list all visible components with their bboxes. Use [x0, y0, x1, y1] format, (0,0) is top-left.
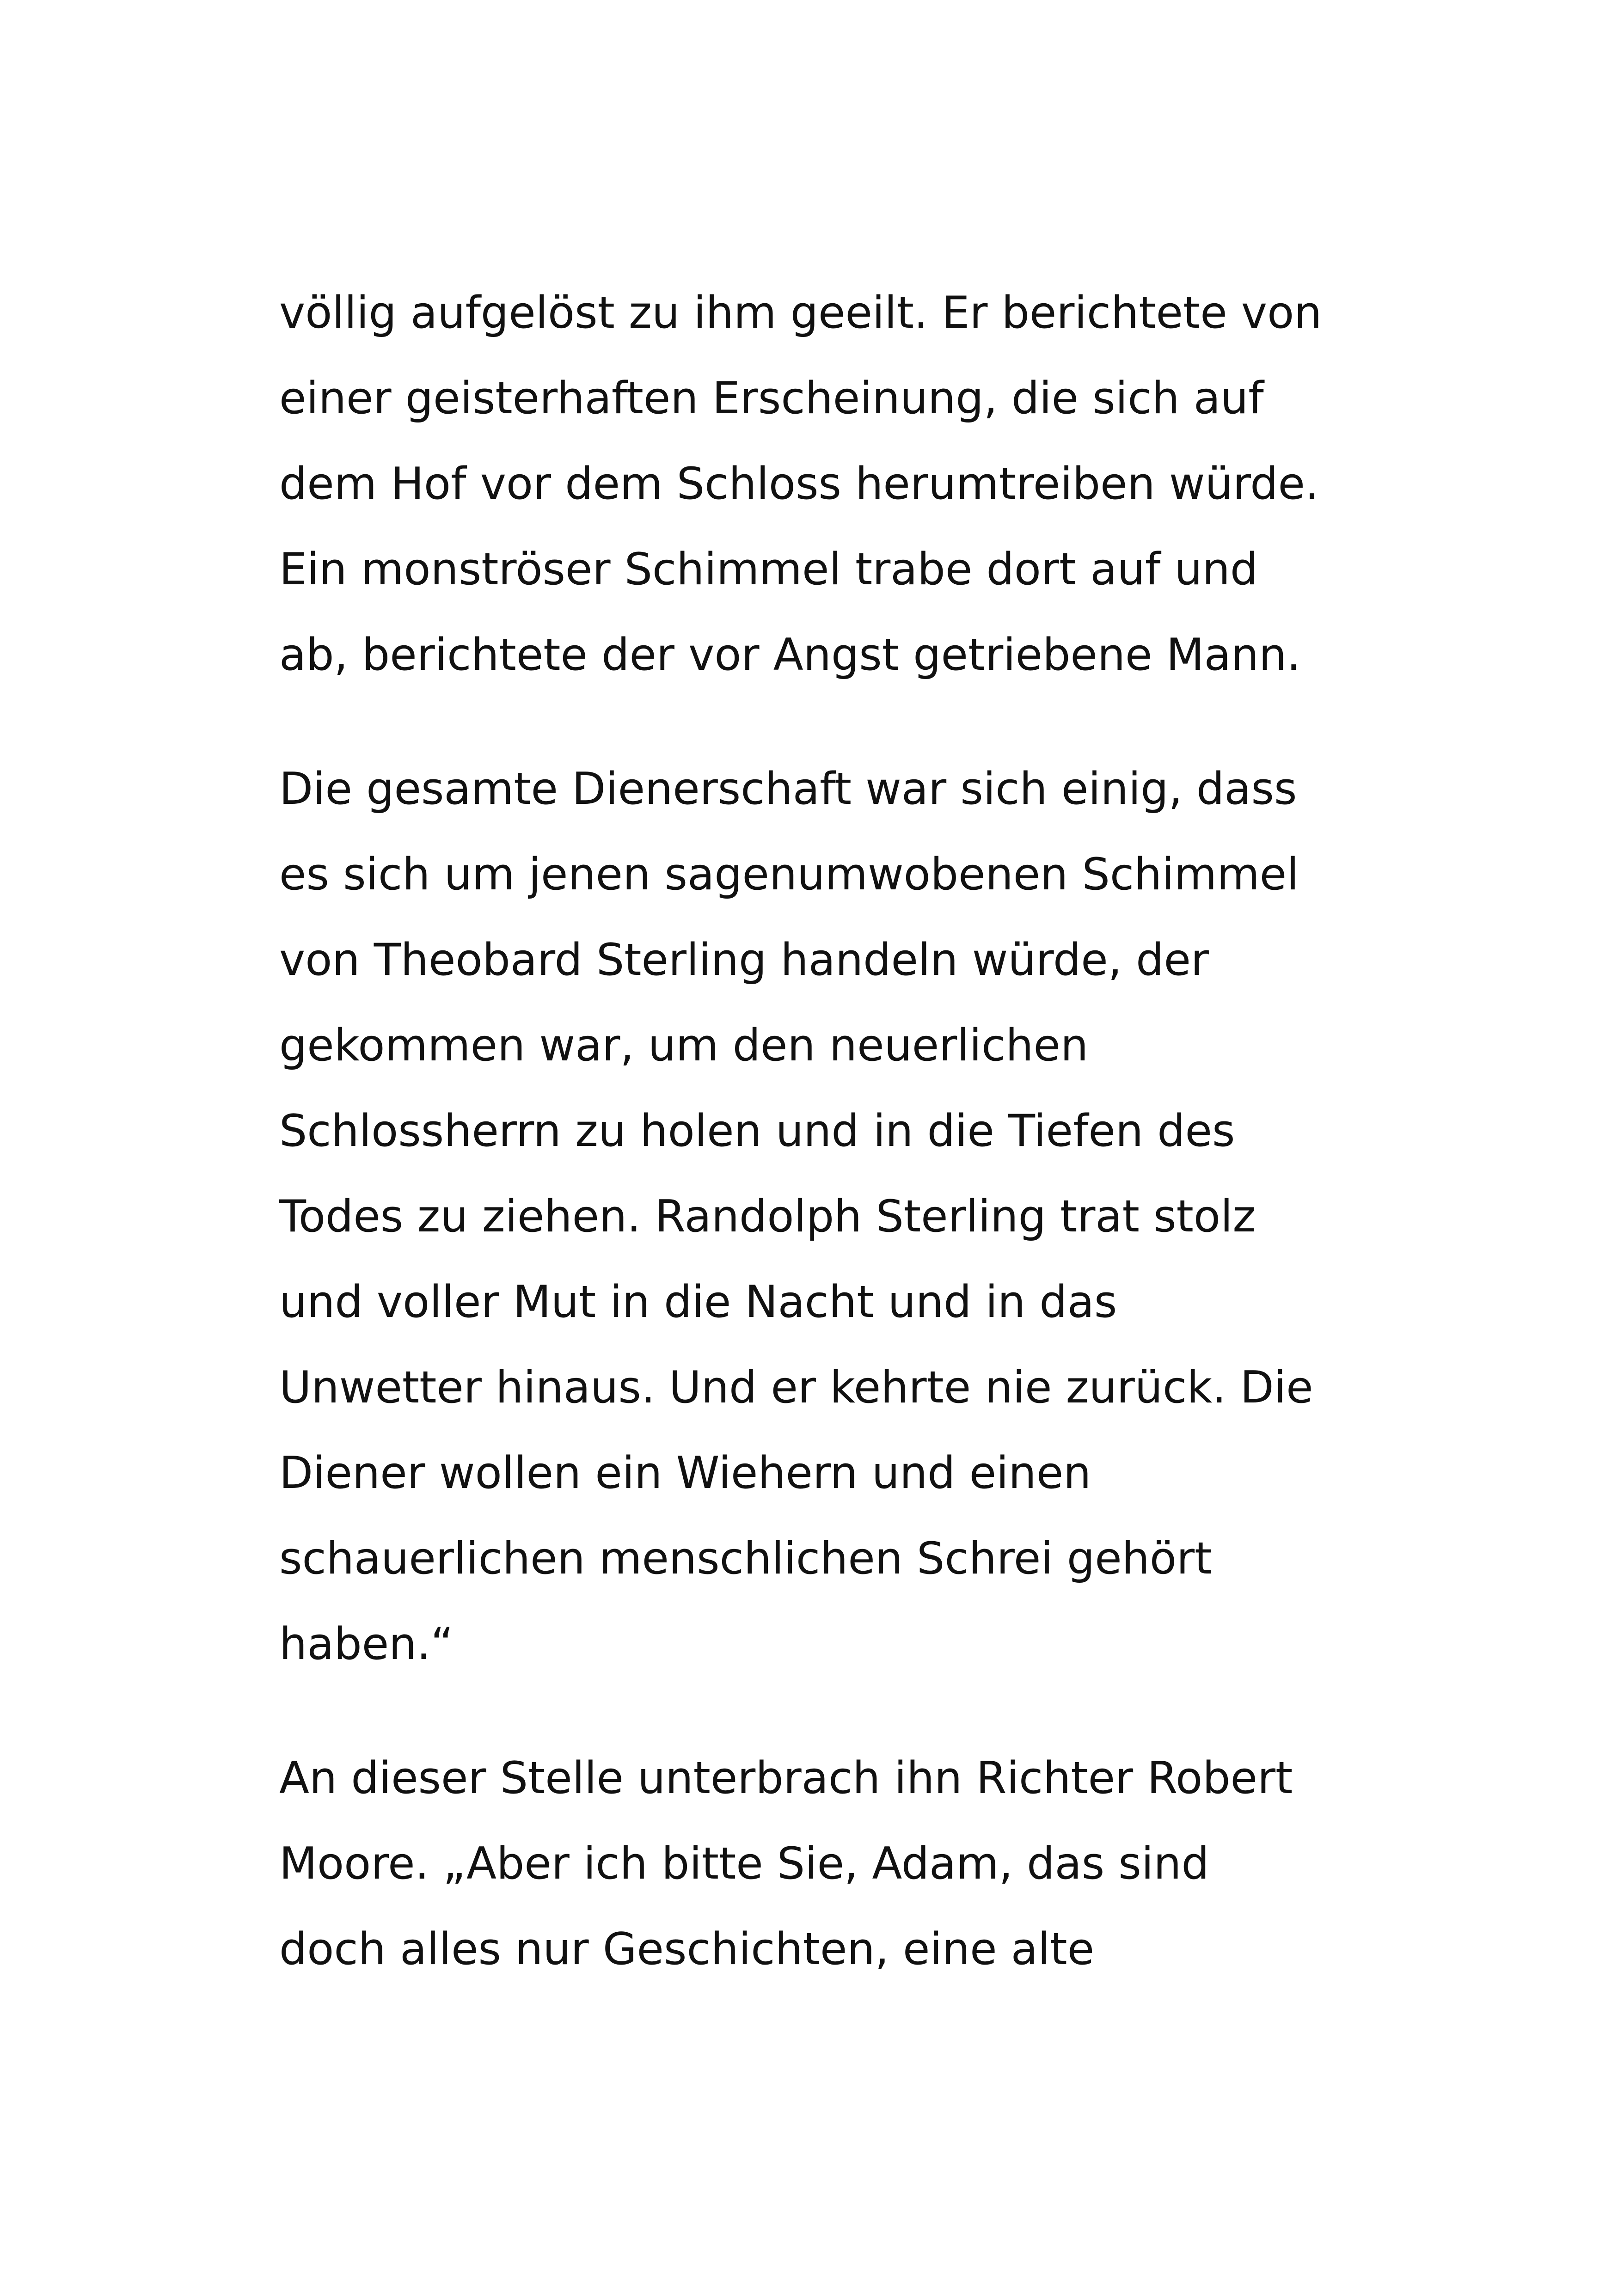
- text-line: Die gesamte Dienerschaft war sich einig, dass: [279, 764, 1297, 814]
- text-line: und voller Mut in die Nacht und in das: [279, 1277, 1117, 1328]
- text-line: von Theobard Sterling handeln würde, der: [279, 935, 1209, 986]
- paragraph-2: [279, 747, 1479, 1687]
- text-line: doch alles nur Geschichten, eine alte: [279, 1924, 1095, 1975]
- text-line: An dieser Stelle unterbrach ihn Richter Robert: [279, 1753, 1293, 1804]
- text-line: Unwetter hinaus. Und er kehrte nie zurück. Die: [279, 1362, 1313, 1413]
- text-line: Moore. „Aber ich bitte Sie, Adam, das sind: [279, 1838, 1209, 1889]
- paragraph-3: [279, 1736, 1479, 1992]
- text-line: Schlossherrn zu holen und in die Tiefen des: [279, 1106, 1235, 1157]
- text-line: völlig aufgelöst zu ihm geeilt. Er berichtete von: [279, 288, 1322, 338]
- text-line: dem Hof vor dem Schloss herumtreiben würde.: [279, 459, 1319, 509]
- text-line: Ein monströser Schimmel trabe dort auf und: [279, 544, 1258, 595]
- text-line: es sich um jenen sagenumwobenen Schimmel: [279, 849, 1299, 900]
- paragraph-1: [279, 270, 1479, 698]
- text-line: schauerlichen menschlichen Schrei gehört: [279, 1533, 1212, 1584]
- text-line: ab, berichtete der vor Angst getriebene Mann.: [279, 630, 1301, 680]
- text-line: einer geisterhaften Erscheinung, die sich auf: [279, 373, 1264, 424]
- text-line: haben.“: [279, 1619, 454, 1670]
- text-line: Diener wollen ein Wiehern und einen: [279, 1448, 1091, 1499]
- text-line: Todes zu ziehen. Randolph Sterling trat stolz: [279, 1191, 1256, 1242]
- text-line: gekommen war, um den neuerlichen: [279, 1020, 1089, 1071]
